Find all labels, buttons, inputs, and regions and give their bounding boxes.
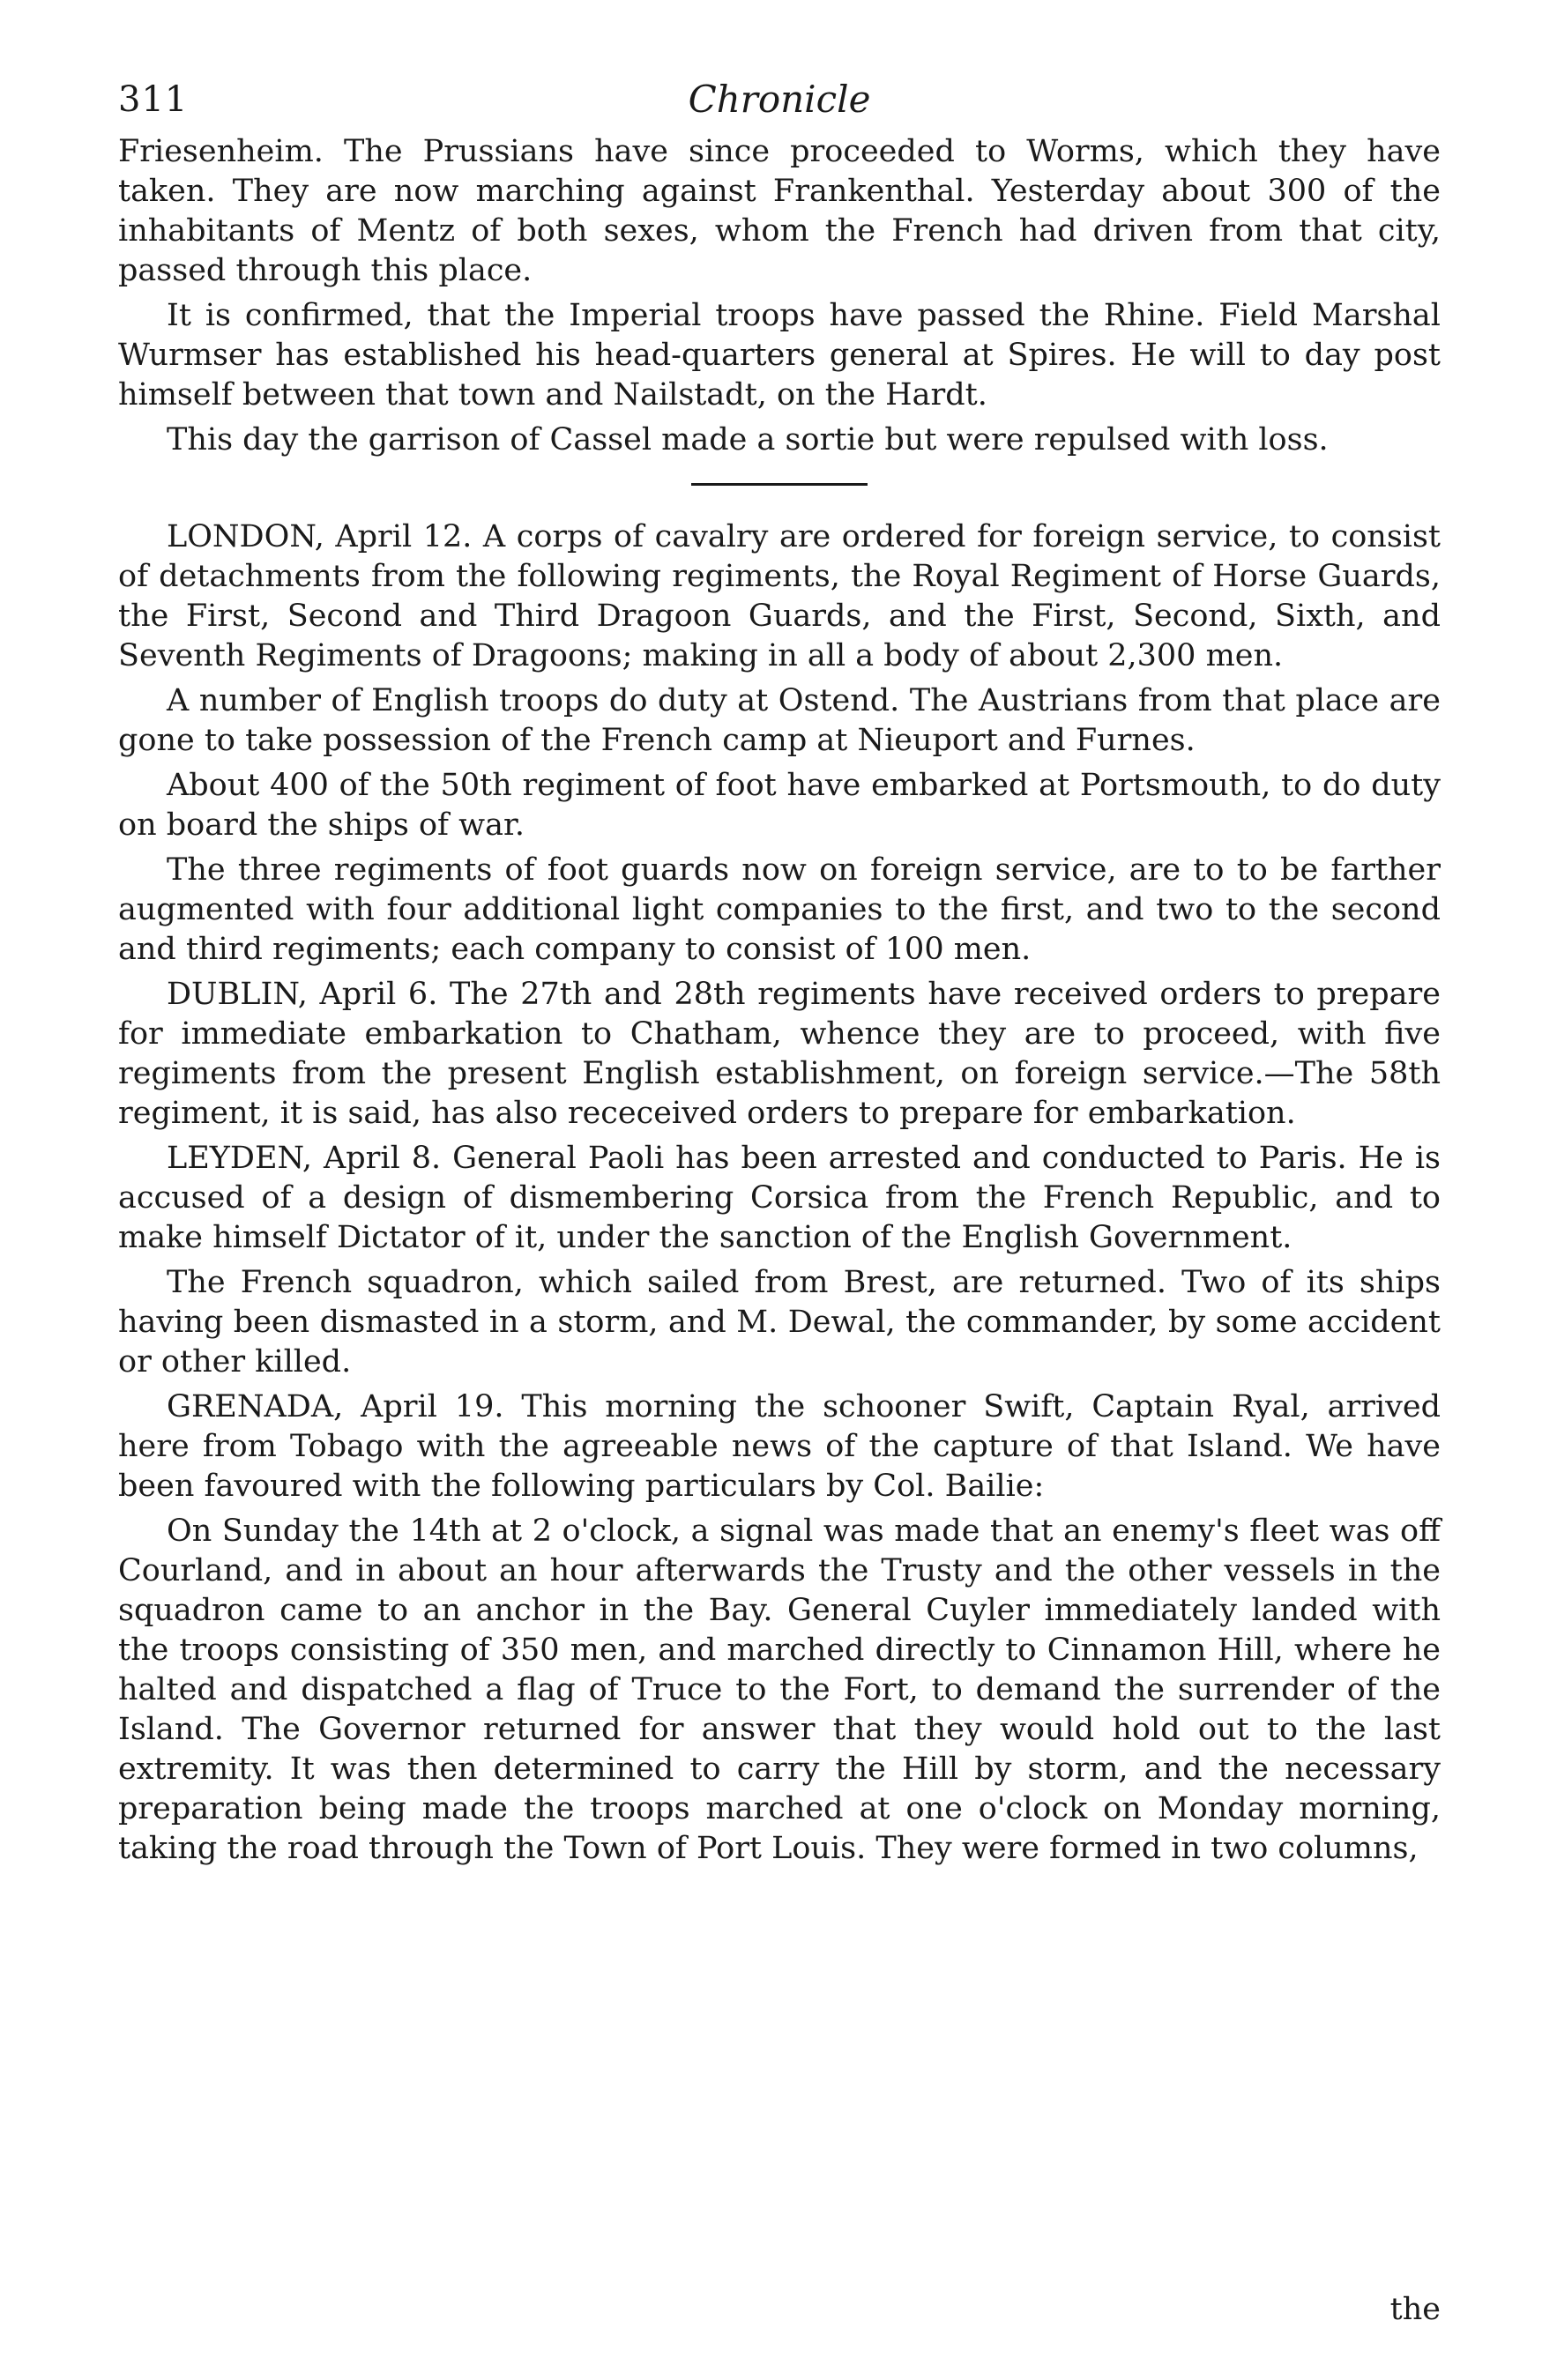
paragraph: A number of English troops do duty at Ostend. The Austrians from that place are gone to take possession of the French camp at Nieuport and Furnes. [118, 683, 1441, 758]
paragraph: It is confirmed, that the Imperial troops have passed the Rhine. Field Marshal Wurmser has established his head-quarters general at Spires. He will to day post himself between that town and Nailstadt, on the Hardt. [118, 298, 1441, 413]
catchword: the [1389, 2292, 1441, 2327]
paragraph: On Sunday the 14th at 2 o'clock, a signal was made that an enemy's fleet was off Courland, and in about an hour afterwards the Trusty and the other vessels in the squadron came to an anchor in the Bay. General Cuyler immediately landed with the troops consisting of 350 men, and marched directly to Cinnamon Hill, where he halted and dispatched a flag of Truce to the Fort, to demand the surrender of the Island. The Governor returned for answer that they would hold out to the last extremity. It was then determined to carry the Hill by storm, and the necessary preparation being made the troops marched at one o'clock on Monday morning, taking the road through the Town of Port Louis. They were formed in two columns, [118, 1514, 1441, 1866]
running-head: Chronicle [688, 78, 871, 121]
page-header [118, 71, 1441, 132]
paragraph: LONDON, April 12. A corps of cavalry are ordered for foreign service, to consist of detachments from the following regiments, the Royal Regiment of Horse Guards, the First, Second and Third Dragoon Guards, and the First, Second, Sixth, and Seventh Regiments of Dragoons; making in all a body of about 2,300 men. [118, 519, 1441, 673]
page-number: 311 [118, 79, 189, 120]
paragraph: This day the garrison of Cassel made a sortie but were repulsed with loss. [167, 422, 1329, 457]
body-text [118, 132, 1441, 1869]
paragraph: The French squadron, which sailed from Brest, are returned. Two of its ships having been dismasted in a storm, and M. Dewal, the commander, by some accident or other killed. [118, 1265, 1441, 1380]
paragraph: DUBLIN, April 6. The 27th and 28th regiments have received orders to prepare for immediate embarkation to Chatham, whence they are to proceed, with five regiments from the present English establishment, on foreign service.—The 58th regiment, it is said, has also receceived orders to prepare for embarkation. [118, 977, 1441, 1131]
paragraph: GRENADA, April 19. This morning the schooner Swift, Captain Ryal, arrived here from Tobago with the agreeable news of the capture of that Island. We have been favoured with the following particulars by Col. Bailie: [118, 1389, 1441, 1504]
paragraph: The three regiments of foot guards now on foreign service, are to to be farther augmented with four additional light companies to the first, and two to the second and third regiments; each company to consist of 100 men. [118, 852, 1441, 967]
paragraph: About 400 of the 50th regiment of foot have embarked at Portsmouth, to do duty on board the ships of war. [118, 768, 1441, 843]
section-divider [691, 483, 868, 486]
paragraph: Friesenheim. The Prussians have since proceeded to Worms, which they have taken. They are now marching against Frankenthal. Yesterday about 300 of the inhabitants of Mentz of both sexes, whom the French had driven from that city, passed through this place. [118, 134, 1441, 288]
paragraph: LEYDEN, April 8. General Paoli has been arrested and conducted to Paris. He is accused of a design of dismembering Corsica from the French Republic, and to make himself Dictator of it, under the sanction of the English Government. [118, 1141, 1441, 1255]
document-page [118, 71, 1441, 2327]
